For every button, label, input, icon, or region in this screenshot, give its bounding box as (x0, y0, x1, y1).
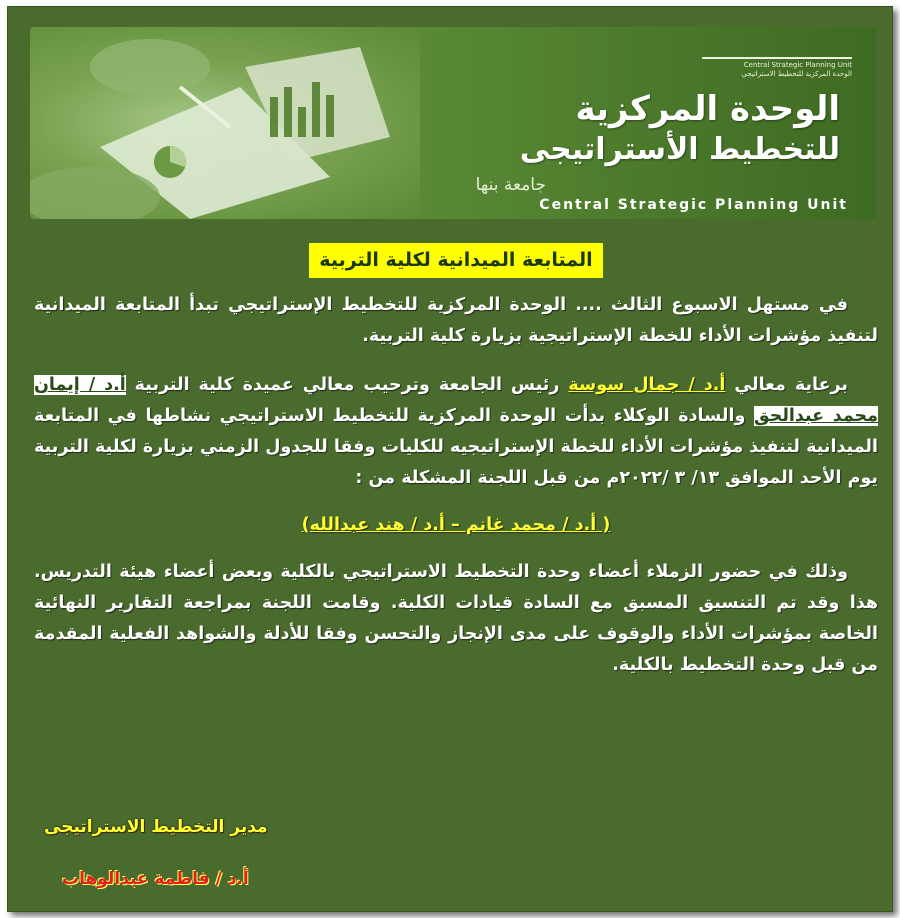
paragraph-details-text: وذلك في حضور الزملاء أعضاء وحدة التخطيط الاستراتيجي بالكلية وبعض أعضاء هيئة التدريس. هذا وقد تم التنسيق المسبق مع السادة قيادات الكلية. وقامت اللجنة بمراجعة التقارير النهائية الخاصة بمؤشرات الأداء والوقوف على مدى الإنجاز والتحسن وفقا للأدلة والشواهد الفعلية المقدمة من قبل وحدة التخطيط بالكلية. (34, 562, 878, 675)
paragraph-intro (34, 290, 878, 352)
banner-logo-text: Central Strategic Planning Unit الوحدة المركزية للتخطيط الاستراتيجي (702, 57, 852, 79)
paragraph-visit (34, 370, 878, 494)
paragraph-visit-part3: والسادة الوكلاء بدأت الوحدة المركزية للتخطيط الاستراتيجي نشاطها في المتابعة الميدانية لتنفيذ مؤشرات الأداء للخطة الإستراتيجيه للكليات وفقا للجدول الزمني بزيارة لكلية التربية يوم الأحد الموافق ١٣/ ٣ /٢٠٢٢م من قبل اللجنة المشكلة من : (34, 406, 878, 488)
president-name: أ.د / جمال سوسة (568, 375, 726, 395)
signature-title: مدير التخطيط الاستراتيجى (44, 817, 268, 837)
banner-title-line2: للتخطيط الأستراتيجى (519, 132, 840, 167)
dean-name: أ.د / إيمان محمد عبدالحق (34, 375, 878, 426)
document-card (7, 6, 893, 912)
document-body (34, 243, 878, 699)
signature-name: أ.د / فاطمة عبدالوهاب (62, 869, 249, 889)
headline-wrapper (34, 243, 878, 278)
paragraph-visit-part2: رئيس الجامعة وترحيب معالي عميدة كلية التربية (125, 375, 569, 395)
banner-university: جامعة بنها (475, 175, 546, 195)
banner-photo-image (30, 27, 420, 219)
committee-members: ( أ.د / محمد غانم – أ.د / هند عبدالله) (301, 515, 611, 535)
page-title: المتابعة الميدانية لكلية التربية (309, 243, 602, 278)
banner-title-english: Central Strategic Planning Unit (539, 197, 848, 213)
paragraph-visit-part1: برعاية معالي (725, 375, 849, 395)
header-banner (30, 27, 876, 219)
paragraph-intro-text: في مستهل الاسبوع الثالث .... الوحدة المركزية للتخطيط الإستراتيجي تبدأ المتابعة الميدانية لتنفيذ مؤشرات الأداء للخطة الإستراتيجية بزيارة كلية التربية. (34, 295, 878, 346)
paragraph-details (34, 557, 878, 681)
banner-title-line1: الوحدة المركزية (575, 89, 840, 129)
